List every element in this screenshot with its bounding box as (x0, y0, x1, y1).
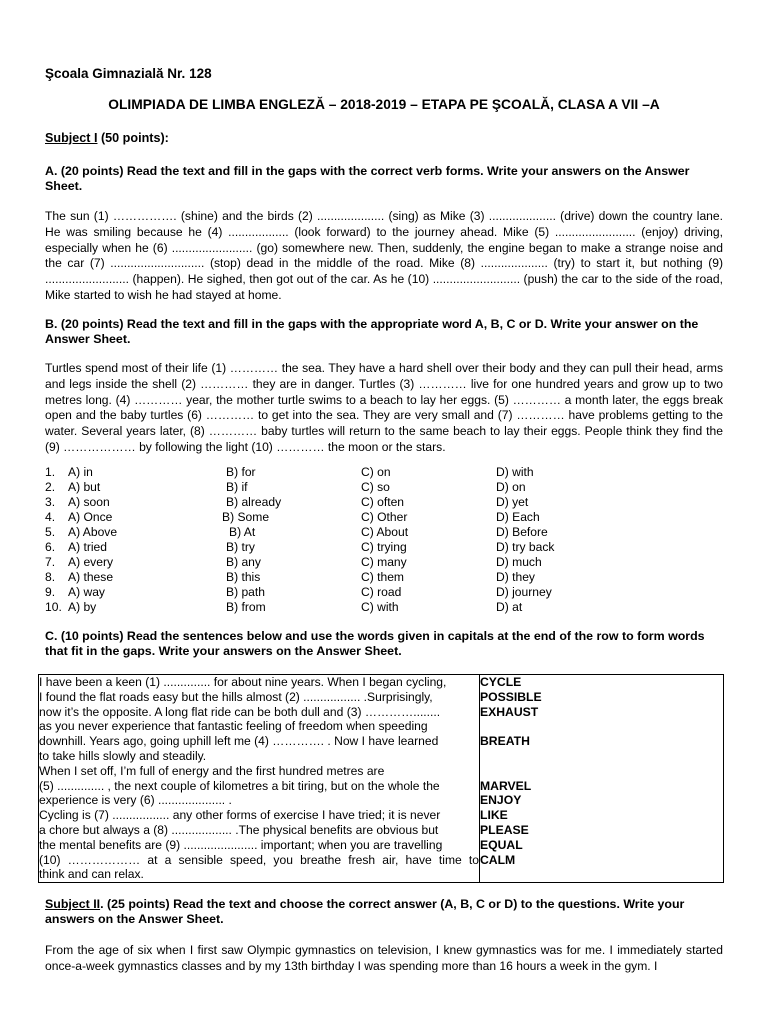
capital-word: CALM (480, 852, 516, 867)
text-line: I have been a keen (1) .............. for about nine years. When I began cycling, (39, 675, 447, 689)
option-number: 8. (45, 570, 56, 584)
option-number: 4. (45, 510, 56, 524)
option-b: B) At (229, 525, 256, 539)
option-number: 7. (45, 555, 56, 569)
option-a: A) these (68, 570, 114, 584)
option-d: D) with (496, 465, 534, 479)
option-row (45, 600, 723, 615)
option-d: D) yet (496, 495, 529, 509)
section-a-instruction: A. (20 points) Read the text and fill in the gaps with the correct verb forms. Write your answers on the Answer Sheet. (45, 164, 690, 193)
option-row (45, 465, 723, 480)
option-b: B) Some (222, 510, 270, 524)
subject-2-text: From the age of six when I first saw Olympic gymnastics on television, I knew gymnastics was for me. I immediately started once-a-week gymnastics classes and by my 13th birthday I was spending more than 16 hours a week in the gym. I (45, 943, 723, 973)
option-c: C) them (361, 570, 405, 584)
capital-word (480, 719, 723, 734)
option-a: A) Once (68, 510, 113, 524)
subject-1-points: (50 points): (97, 131, 169, 145)
option-d: D) on (496, 480, 526, 494)
option-row (45, 570, 723, 585)
option-d: D) Before (496, 525, 548, 539)
section-c-instruction: C. (10 points) Read the sentences below and use the words given in capitals at the end of the row to form words that fit in the gaps. Write your answers on the Answer Sheet. (45, 629, 705, 658)
capital-word: ENJOY (480, 793, 522, 808)
text-line: to take hills slowly and steadily. (39, 748, 207, 763)
option-d: D) Each (496, 510, 540, 524)
capital-word: BREATH (480, 734, 530, 749)
option-c: C) trying (361, 540, 407, 554)
subject-2-label: Subject II (45, 897, 101, 911)
option-c: C) on (361, 465, 391, 479)
section-b-text: Turtles spend most of their life (1) ………… the sea. They have a hard shell over their body and they can pull their head, arms and legs inside the shell (2) ………… they are in danger. Turtles (3) ………… live for one hundred years and grow up to two metres long. (4) ………… year, the mother turtle swims to a beach to lay her eggs. (5) ………… a month later, the eggs break open and the baby turtles (6) ………… to get into the sea. They are very small and (7) ………… have problems getting to the water. Several years later, (8) ………… baby turtles will return to the same beach to lay their eggs. People think they find the (9) ……………… by following the light (10) ………… the moon or the stars. (45, 361, 723, 454)
option-b: B) any (226, 555, 261, 569)
text-line: (5) .............. , the next couple of kilometres a bit tiring, but on the whole the (39, 778, 440, 793)
option-a: A) soon (68, 495, 110, 509)
option-a: A) Above (68, 525, 118, 539)
capital-word: CYCLE (480, 675, 522, 689)
option-row (45, 585, 723, 600)
option-b: B) already (226, 495, 282, 509)
option-b: B) if (226, 480, 248, 494)
text-line: downhill. Years ago, going uphill left me (4) …………. . Now I have learned (39, 734, 439, 749)
option-a: A) way (68, 585, 105, 599)
capital-word (480, 749, 723, 764)
text-line: Cycling is (7) ................. any other forms of exercise I have tried; it is never (39, 808, 441, 823)
option-b: B) for (226, 465, 256, 479)
option-number: 2. (45, 480, 56, 494)
option-c: C) often (361, 495, 405, 509)
option-d: D) try back (496, 540, 555, 554)
capital-word: POSSIBLE (480, 689, 542, 704)
option-number: 10. (45, 600, 62, 614)
subject-2-instruction-text: . (25 points) Read the text and choose the correct answer (A, B, C or D) to the questions. Write your answers on the Answer Sheet. (45, 897, 685, 926)
subject-1-heading (45, 131, 723, 145)
capital-words-column (480, 675, 724, 883)
option-row (45, 480, 723, 495)
text-line: the mental benefits are (9) ...................... important; when you are travelling (39, 837, 443, 852)
option-a: A) by (68, 600, 97, 614)
option-row (45, 510, 723, 525)
school-name: Şcoala Gimnazială Nr. 128 (45, 66, 212, 81)
option-c: C) so (361, 480, 390, 494)
capital-word: PLEASE (480, 822, 529, 837)
option-b: B) try (226, 540, 255, 554)
capital-word: EXHAUST (480, 704, 539, 719)
option-number: 6. (45, 540, 56, 554)
option-d: D) they (496, 570, 535, 584)
capital-word: EQUAL (480, 837, 523, 852)
capital-word: MARVEL (480, 778, 532, 793)
option-c: C) with (361, 600, 399, 614)
text-line: think and can relax. (39, 867, 144, 882)
option-d: D) at (496, 600, 523, 614)
capital-word (480, 764, 723, 779)
option-row (45, 555, 723, 570)
option-d: D) much (496, 555, 542, 569)
option-number: 1. (45, 465, 56, 479)
text-line: I found the flat roads easy but the hills almost (2) ................. .Surprisingly, (39, 689, 433, 704)
word-formation-text (39, 675, 480, 883)
option-d: D) journey (496, 585, 552, 599)
option-number: 9. (45, 585, 56, 599)
option-row (45, 495, 723, 510)
text-line: (10) ……………… at a sensible speed, you breathe fresh air, have time to (39, 852, 479, 867)
option-row (45, 525, 723, 540)
text-line: now it’s the opposite. A long flat ride can be both dull and (3) …………........ (39, 704, 441, 719)
option-number: 5. (45, 525, 56, 539)
option-b: B) path (226, 585, 265, 599)
subject-2-instruction (45, 897, 723, 927)
text-line: experience is very (6) .................... . (39, 793, 232, 808)
option-b: B) this (226, 570, 261, 584)
option-c: C) About (361, 525, 409, 539)
option-a: A) every (68, 555, 114, 569)
option-c: C) road (361, 585, 402, 599)
capital-word (480, 867, 723, 882)
text-line: as you never experience that fantastic feeling of freedom when speeding (39, 719, 428, 734)
option-c: C) Other (361, 510, 408, 524)
option-b: B) from (226, 600, 266, 614)
option-a: A) tried (68, 540, 107, 554)
text-line: a chore but always a (8) .................. .The physical benefits are obvious but (39, 822, 439, 837)
option-number: 3. (45, 495, 56, 509)
option-a: A) in (68, 465, 93, 479)
section-b-instruction: B. (20 points) Read the text and fill in the gaps with the appropriate word A, B, C or D. Write your answer on the Answer Sheet. (45, 317, 699, 346)
text-line: When I set off, I’m full of energy and the first hundred metres are (39, 763, 385, 778)
capital-word: LIKE (480, 808, 508, 823)
word-formation-table (38, 674, 724, 883)
option-a: A) but (68, 480, 101, 494)
page-title: OLIMPIADA DE LIMBA ENGLEZĂ – 2018-2019 – ETAPA PE ŞCOALĂ, CLASA A VII –A (108, 97, 660, 112)
section-a-text: The sun (1) ……………. (shine) and the birds (2) .................... (sing) as Mike (3) .................... (drive) down the country lane. He was smiling because he (4) .................. (look forward) to the journey ahead. Mike (5) ........................ (enjoy) driving, especially when he (6) ........................ (go) somewhere new. Then, suddenly, the engine began to make a strange noise and the car (7) ............................ (stop) dead in the middle of the road. Mike (8) .................... (try) to start it, but nothing (9) ......................... (happen). He sighed, then got out of the car. As he (10) .......................... (push) the car to the side of the road, Mike started to wish he had stayed at home. (45, 209, 723, 302)
option-row (45, 540, 723, 555)
subject-1-label: Subject I (45, 131, 98, 145)
option-c: C) many (361, 555, 407, 569)
